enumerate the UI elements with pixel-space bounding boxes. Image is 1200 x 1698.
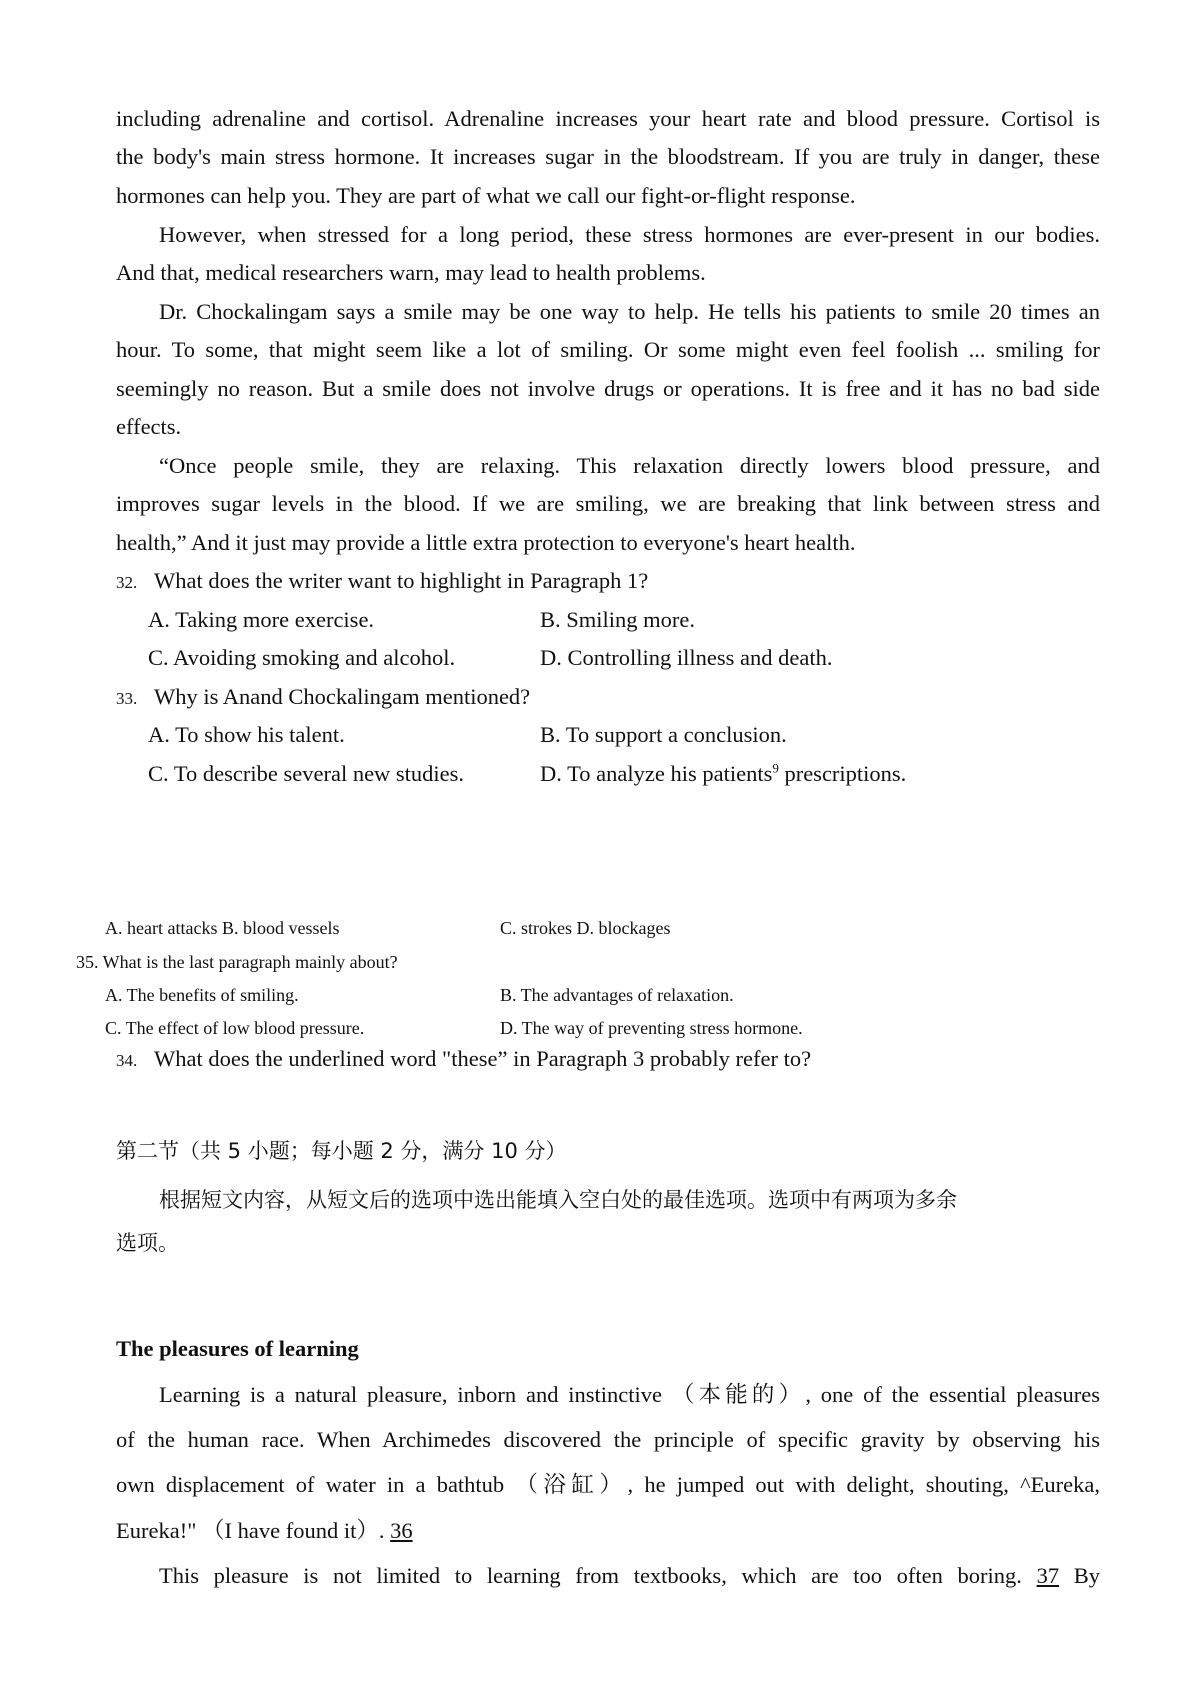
question-text: Why is Anand Chockalingam mentioned? bbox=[154, 684, 531, 709]
question-text: What does the writer want to highlight in Paragraph 1? bbox=[154, 568, 649, 593]
question-33 bbox=[116, 682, 530, 714]
section-heading: 第二节（共 5 小题；每小题 2 分，满分 10 分） bbox=[116, 1139, 567, 1163]
passage-line: own displacement of water in a bathtub （浴缸）, he jumped out with delight, shouting, ^Eureka, bbox=[116, 1472, 1100, 1497]
option-a-small[interactable]: A. The benefits of smiling. bbox=[105, 985, 299, 1005]
option-b-small[interactable]: B. The advantages of relaxation. bbox=[500, 985, 734, 1005]
passage-line: And that, medical researchers warn, may lead to health problems. bbox=[116, 260, 706, 285]
passage-line: effects. bbox=[116, 414, 182, 439]
option-ab-small[interactable]: A. heart attacks B. blood vessels bbox=[105, 918, 340, 938]
passage-line bbox=[159, 1561, 1100, 1591]
option-cd-small[interactable]: C. strokes D. blockages bbox=[500, 918, 671, 938]
passage-line: seemingly no reason. But a smile does not involve drugs or operations. It is free and it has no bad side bbox=[116, 376, 1100, 401]
question-number: 34. bbox=[116, 1051, 138, 1070]
passage-line: health,” And it just may provide a little extra protection to everyone's heart health. bbox=[116, 530, 856, 555]
passage-line: Dr. Chockalingam says a smile may be one way to help. He tells his patients to smile 20 times an bbox=[159, 299, 1100, 324]
option-d-text-end: prescriptions. bbox=[778, 761, 907, 786]
passage-line: the body's main stress hormone. It increases sugar in the bloodstream. If you are truly in danger, these bbox=[116, 144, 1100, 169]
passage-line: However, when stressed for a long period, these stress hormones are ever-present in our bodies. bbox=[159, 222, 1100, 247]
option-d-text: D. To analyze his patients bbox=[540, 761, 773, 786]
option-d[interactable]: D. Controlling illness and death. bbox=[540, 645, 833, 670]
option-c-small[interactable]: C. The effect of low blood pressure. bbox=[105, 1018, 365, 1038]
blank-36[interactable]: 36 bbox=[390, 1518, 413, 1543]
passage-title: The pleasures of learning bbox=[116, 1336, 359, 1361]
section-instructions: 根据短文内容，从短文后的选项中选出能填入空白处的最佳选项。选项中有两项为多余 bbox=[159, 1188, 957, 1212]
passage-line bbox=[116, 1516, 1100, 1546]
passage-line: hour. To some, that might seem like a lot of smiling. Or some might even feel foolish ... smiling for bbox=[116, 337, 1100, 362]
passage-line: improves sugar levels in the blood. If we are smiling, we are breaking that link between stress and bbox=[116, 491, 1100, 516]
section-instructions-cont: 选项。 bbox=[116, 1231, 179, 1255]
option-b[interactable]: B. Smiling more. bbox=[540, 607, 696, 632]
option-a[interactable]: A. To show his talent. bbox=[148, 722, 345, 747]
passage-text: Eureka!" （I have found it）. bbox=[116, 1518, 391, 1543]
passage-line: “Once people smile, they are relaxing. This relaxation directly lowers blood pressure, and bbox=[159, 453, 1100, 478]
question-number: 33. bbox=[116, 689, 138, 708]
superscript: 9 bbox=[772, 760, 779, 776]
option-b[interactable]: B. To support a conclusion. bbox=[540, 722, 787, 747]
question-32 bbox=[116, 566, 648, 598]
option-d-small[interactable]: D. The way of preventing stress hormone. bbox=[500, 1018, 803, 1038]
passage-line: including adrenaline and cortisol. Adrenaline increases your heart rate and blood pressure. Cortisol is bbox=[116, 106, 1100, 131]
question-number: 32. bbox=[116, 573, 138, 592]
option-c[interactable]: C. To describe several new studies. bbox=[148, 761, 465, 786]
option-a[interactable]: A. Taking more exercise. bbox=[148, 607, 375, 632]
passage-line: Learning is a natural pleasure, inborn and instinctive （本能的）, one of the essential pleasures bbox=[159, 1382, 1100, 1407]
question-text: What does the underlined word "these” in Paragraph 3 probably refer to? bbox=[154, 1046, 812, 1071]
passage-line: hormones can help you. They are part of what we call our fight-or-flight response. bbox=[116, 183, 856, 208]
question-34 bbox=[116, 1044, 811, 1076]
question-35: 35. What is the last paragraph mainly about? bbox=[76, 952, 398, 972]
passage-text-end: By bbox=[1059, 1563, 1100, 1588]
option-d[interactable] bbox=[540, 759, 906, 789]
option-c[interactable]: C. Avoiding smoking and alcohol. bbox=[148, 645, 456, 670]
blank-37[interactable]: 37 bbox=[1036, 1563, 1060, 1588]
passage-text: This pleasure is not limited to learning from textbooks, which are too often boring. bbox=[159, 1563, 1037, 1588]
passage-line: of the human race. When Archimedes discovered the principle of specific gravity by observing his bbox=[116, 1427, 1100, 1452]
